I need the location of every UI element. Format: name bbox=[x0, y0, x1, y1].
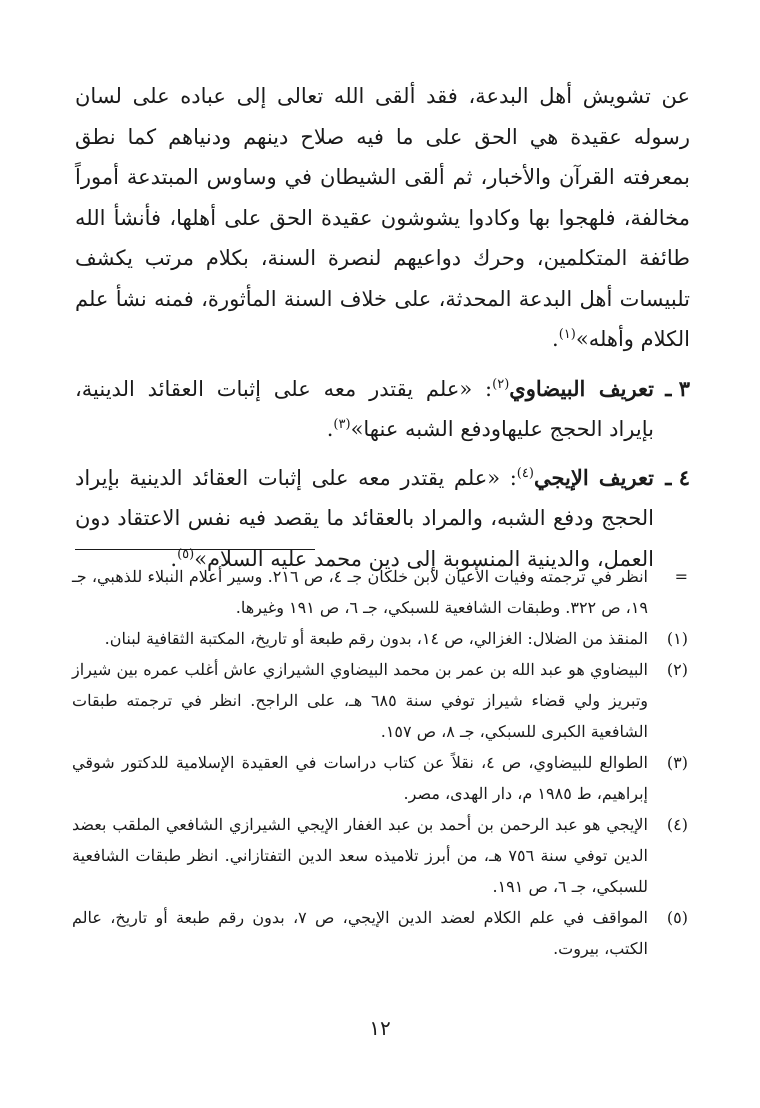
footnote-ref: (٥) bbox=[177, 546, 195, 562]
end-mark: . bbox=[326, 417, 334, 441]
definition-text: : «علم يقتدر معه على إثبات العقائد الدينية، بإيراد الحجج عليهاودفع الشبه عنها» bbox=[75, 376, 654, 441]
footnote-marker: (٤) bbox=[666, 815, 688, 834]
definition-baydawi bbox=[75, 369, 690, 450]
footnote-marker: (٢) bbox=[666, 660, 688, 679]
footnote-ref: (٣) bbox=[333, 417, 351, 432]
intro-text: عن تشويش أهل البدعة، فقد ألقى الله تعالى إلى عباده على لسان رسوله عقيدة هي الحق على ما فيه صلاح دينهم ودنياهم كما نطق بمعرفته القرآن والأخبار، ثم ألقى الشيطان في وساوس المبتدعة أموراً مخالفة، فلهجوا بها وكادوا يشوشون عقيدة الحق على أهلها، فأنشأ الله طائفة المتكلمين، وحرك دواعيهم لنصرة السنة، بكلام مرتب يكشف تلبيسات أهل البدعة المحدثة، على خلاف السنة المأثورة، فمنه نشأ علم الكلام وأهله» bbox=[75, 84, 690, 351]
footnote-4 bbox=[72, 809, 688, 902]
definition-body bbox=[75, 369, 654, 450]
footnote-3 bbox=[72, 747, 688, 809]
footnote-ref: (٢) bbox=[492, 376, 510, 392]
footnote-continuation bbox=[72, 561, 688, 623]
footnote-text: الطوالع للبيضاوي، ص ٤، نقلاً عن كتاب دراسات في العقيدة الإسلامية للدكتور شوقي إبراهيم، ط ١٩٨٥ م، دار الهدى، مصر. bbox=[72, 753, 649, 803]
item-number: ٣ ـ bbox=[665, 375, 690, 401]
footnote-separator bbox=[75, 549, 315, 550]
footnote-text: البيضاوي هو عبد الله بن عمر بن محمد البيضاوي الشيرازي عاش أغلب عمره بين شيراز وتبريز ولي قضاء شيراز توفي سنة ٦٨٥ هـ، على الراجح. انظر في ترجمته طبقات الشافعية الكبرى للسبكي، جـ ٨، ص ١٥٧. bbox=[72, 660, 648, 741]
intro-paragraph: عن تشويش أهل البدعة، فقد ألقى الله تعالى إلى عباده على لسان رسوله عقيدة هي الحق على ما فيه صلاح دينهم ودنياهم كما نطق بمعرفته القرآن والأخبار، ثم ألقى الشيطان في وساوس المبتدعة أموراً مخالفة، فلهجوا بها وكادوا يشوشون عقيدة الحق على أهلها، فأنشأ الله طائفة المتكلمين، وحرك دواعيهم لنصرة السنة، بكلام مرتب يكشف تلبيسات أهل البدعة المحدثة، على خلاف السنة المأثورة، فمنه نشأ علم الكلام وأهله»$^{(١)}$. bbox=[75, 84, 690, 351]
footnote-text: المواقف في علم الكلام لعضد الدين الإيجي، ص ٧، بدون رقم طبعة أو تاريخ، عالم الكتب، بيروت. bbox=[72, 908, 648, 958]
footnote-marker: (٣) bbox=[666, 753, 688, 772]
main-text bbox=[75, 76, 690, 587]
definition-text: : «علم يقتدر معه على إثبات العقائد الدينية بإيراد الحجج ودفع الشبه، والمراد بالعقائد ما يقصد فيه نفس الاعتقاد دون العمل، والدينية المنسوبة إلى دين محمد عليه السلام» bbox=[75, 465, 654, 571]
footnote-marker: (٥) bbox=[666, 908, 688, 927]
footnote-1 bbox=[72, 623, 688, 654]
footnote-marker: = bbox=[674, 567, 688, 586]
footnote-ref: (١) bbox=[558, 327, 576, 342]
footnote-text: انظر في ترجمته وفيات الأعيان لابن خلكان جـ ٤، ص ٢١٦. وسير أعلام النبلاء للذهبي، جـ ١٩، ص ٣٢٢. وطبقات الشافعية للسبكي، جـ ٦، ص ١٩١ وغيرها. bbox=[72, 567, 649, 617]
end-mark: . bbox=[170, 546, 178, 571]
footnotes bbox=[72, 561, 688, 964]
definition-term: تعريف الإيجي bbox=[533, 464, 654, 490]
definition-term: تعريف البيضاوي bbox=[509, 375, 654, 401]
footnote-ref: (٤) bbox=[516, 465, 534, 481]
footnote-text: الإيجي هو عبد الرحمن بن أحمد بن عبد الغفار الإيجي الشيرازي الشافعي الملقب بعضد الدين توفي سنة ٧٥٦ هـ، من أبرز تلاميذه سعد الدين التفتازاني. انظر طبقات الشافعية للسبكي، جـ ٦، ص ١٩١. bbox=[72, 815, 649, 896]
footnote-2 bbox=[72, 654, 688, 747]
footnote-text: المنقذ من الضلال: الغزالي، ص ١٤، بدون رقم طبعة أو تاريخ، المكتبة الثقافية لبنان. bbox=[104, 629, 648, 648]
footnote-5 bbox=[72, 902, 688, 964]
item-number: ٤ ـ bbox=[665, 464, 690, 490]
footnote-marker: (١) bbox=[666, 629, 688, 648]
page-number: ١٢ bbox=[369, 1016, 391, 1040]
